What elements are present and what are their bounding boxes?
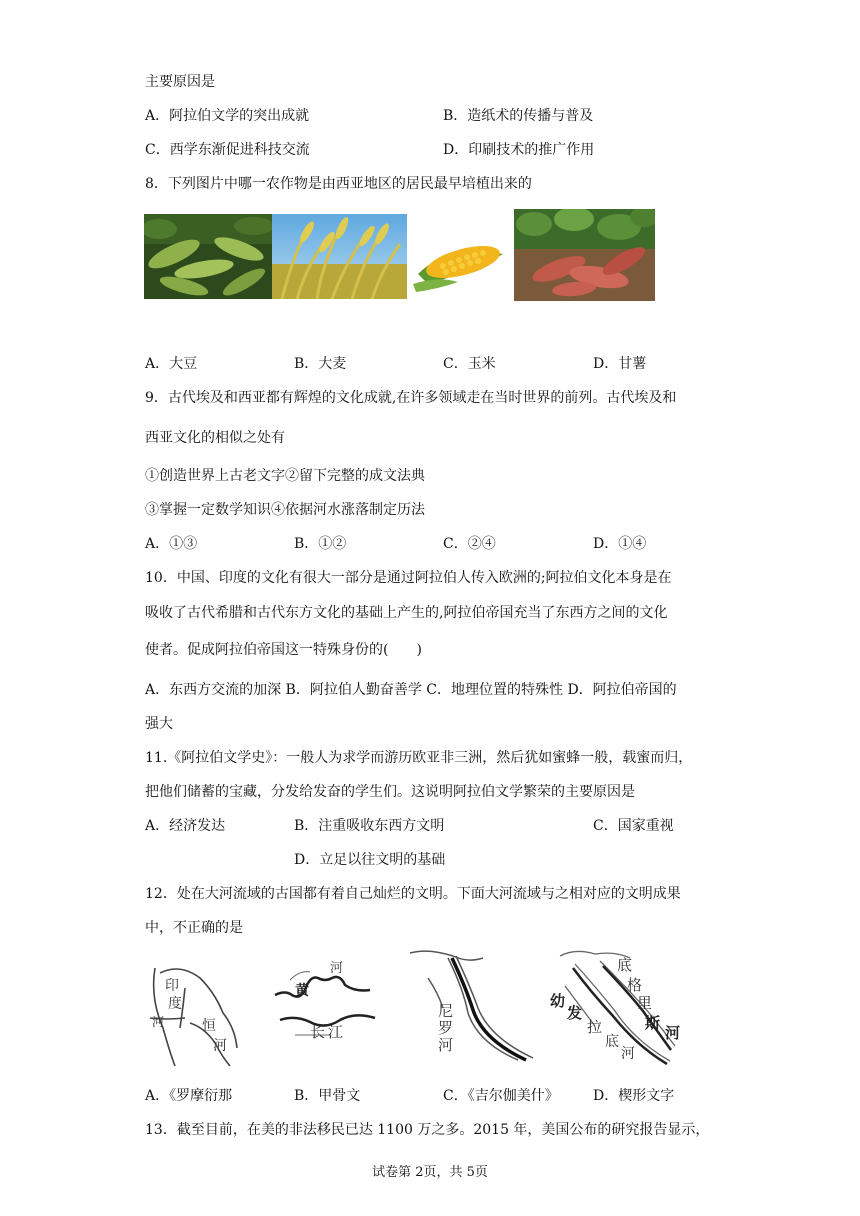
euphrates-label-c: 拉 (587, 1018, 603, 1036)
q10-stem-line1: 10．中国、印度的文化有很大一部分是通过阿拉伯人传入欧洲的;阿拉伯文化本身是在 (145, 570, 672, 586)
q11-option-a: A．经济发达 (145, 818, 226, 834)
euphrates-label-d: 底 (605, 1034, 619, 1050)
q11-option-c: C．国家重视 (593, 818, 674, 834)
q12-option-c: C．《吉尔伽美什》 (443, 1088, 559, 1104)
q12-stem-line1: 12．处在大河流域的古国都有着自己灿烂的文明。下面大河流域与之相对应的文明成果 (145, 886, 681, 902)
q9-option-c: C．②④ (443, 536, 496, 552)
tigris-label-d: 斯 (645, 1014, 661, 1032)
nile-label-a: 尼 (438, 1002, 454, 1020)
indus-ganges-map (145, 958, 245, 1068)
yangtze-label-a: 长 (310, 1023, 326, 1041)
barley-photo (272, 214, 407, 299)
tigris-label-a: 底 (617, 956, 633, 974)
tigris-label-b: 格 (627, 976, 643, 994)
corn-photo (408, 214, 511, 299)
q7-stem-tail: 主要原因是 (145, 74, 215, 90)
page-footer: 试卷第 2页，共 5页 (372, 1165, 488, 1180)
euphrates-label-a: 幼 (550, 992, 566, 1010)
soybean-photo (144, 214, 272, 299)
q7-option-b: B．造纸术的传播与普及 (443, 108, 594, 124)
q7-option-a: A．阿拉伯文学的突出成就 (145, 108, 310, 124)
q11-stem-line1: 11.《阿拉伯文学史》：一般人为求学而游历欧亚非三洲，然后犹如蜜蜂一般，载蜜而归， (145, 750, 693, 766)
q10-options-line: A．东西方交流的加深 B．阿拉伯人勤奋善学 C．地理位置的特殊性 D．阿拉伯帝国的 (145, 682, 677, 698)
indus-label-a: 印 (165, 978, 179, 994)
q9-items-line2: ③掌握一定数学知识④依据河水涨落制定历法 (145, 502, 425, 518)
yangtze-label-b: 江 (328, 1023, 344, 1041)
q8-option-c: C．玉米 (443, 356, 496, 372)
q8-option-a: A．大豆 (145, 356, 198, 372)
tigris-label-e: 河 (665, 1024, 681, 1042)
q8-option-b: B．大麦 (294, 356, 347, 372)
q12-option-a: A．《罗摩衍那 (145, 1088, 233, 1104)
q9-option-d: D．①④ (593, 536, 647, 552)
q8-stem: 8．下列图片中哪一农作物是由西亚地区的居民最早培植出来的 (145, 176, 532, 192)
q10-stem-line3: 使者。促成阿拉伯帝国这一特殊身份的( ) (145, 642, 422, 658)
q9-stem-line2: 西亚文化的相似之处有 (145, 430, 285, 446)
q12-option-d: D．楔形文字 (593, 1088, 675, 1104)
nile-map (408, 948, 540, 1066)
q9-option-a: A．①③ (145, 536, 198, 552)
yellow-river-label-a: 黄 (295, 983, 309, 999)
q12-stem-line2: 中，不正确的是 (145, 920, 243, 936)
q12-option-b: B．甲骨文 (294, 1088, 361, 1104)
q8-option-d: D．甘薯 (593, 356, 647, 372)
q11-stem-line2: 把他们储蓄的宝藏，分发给发奋的学生们。这说明阿拉伯文学繁荣的主要原因是 (145, 784, 635, 800)
yellow-yangtze-map (270, 960, 385, 1045)
euphrates-label-b: 发 (567, 1004, 583, 1022)
q11-option-d: D．立足以往文明的基础 (294, 852, 446, 868)
indus-label-b: 度 (168, 996, 182, 1012)
q10-stem-line2: 吸收了古代希腊和古代东方文化的基础上产生的,阿拉伯帝国充当了东西方之间的文化 (145, 605, 668, 621)
mesopotamia-map (545, 946, 685, 1068)
q9-option-b: B．①② (294, 536, 347, 552)
q13-stem-line1: 13．截至目前，在美的非法移民已达 1100 万之多。2015 年，美国公布的研究报告显示， (145, 1122, 710, 1138)
nile-label-c: 河 (438, 1036, 454, 1054)
indus-label-c: 河 (152, 1015, 165, 1029)
yellow-river-label-b: 河 (330, 961, 344, 976)
tigris-label-c: 里 (637, 994, 653, 1012)
q9-items-line1: ①创造世界上古老文字②留下完整的成文法典 (145, 468, 425, 484)
q7-option-c: C．西学东渐促进科技交流 (145, 142, 310, 158)
euphrates-label-e: 河 (621, 1046, 635, 1062)
q9-stem-line1: 9．古代埃及和西亚都有辉煌的文化成就,在许多领域走在当时世界的前列。古代埃及和 (145, 390, 677, 406)
sweet-potato-photo (514, 209, 655, 301)
q11-option-b: B．注重吸收东西方文明 (294, 818, 445, 834)
ganges-label-b: 河 (213, 1038, 227, 1054)
q10-options-wrap: 强大 (145, 716, 173, 732)
nile-label-b: 罗 (438, 1019, 454, 1037)
q7-option-d: D．印刷技术的推广作用 (443, 142, 595, 158)
ganges-label-a: 恒 (202, 1018, 216, 1034)
